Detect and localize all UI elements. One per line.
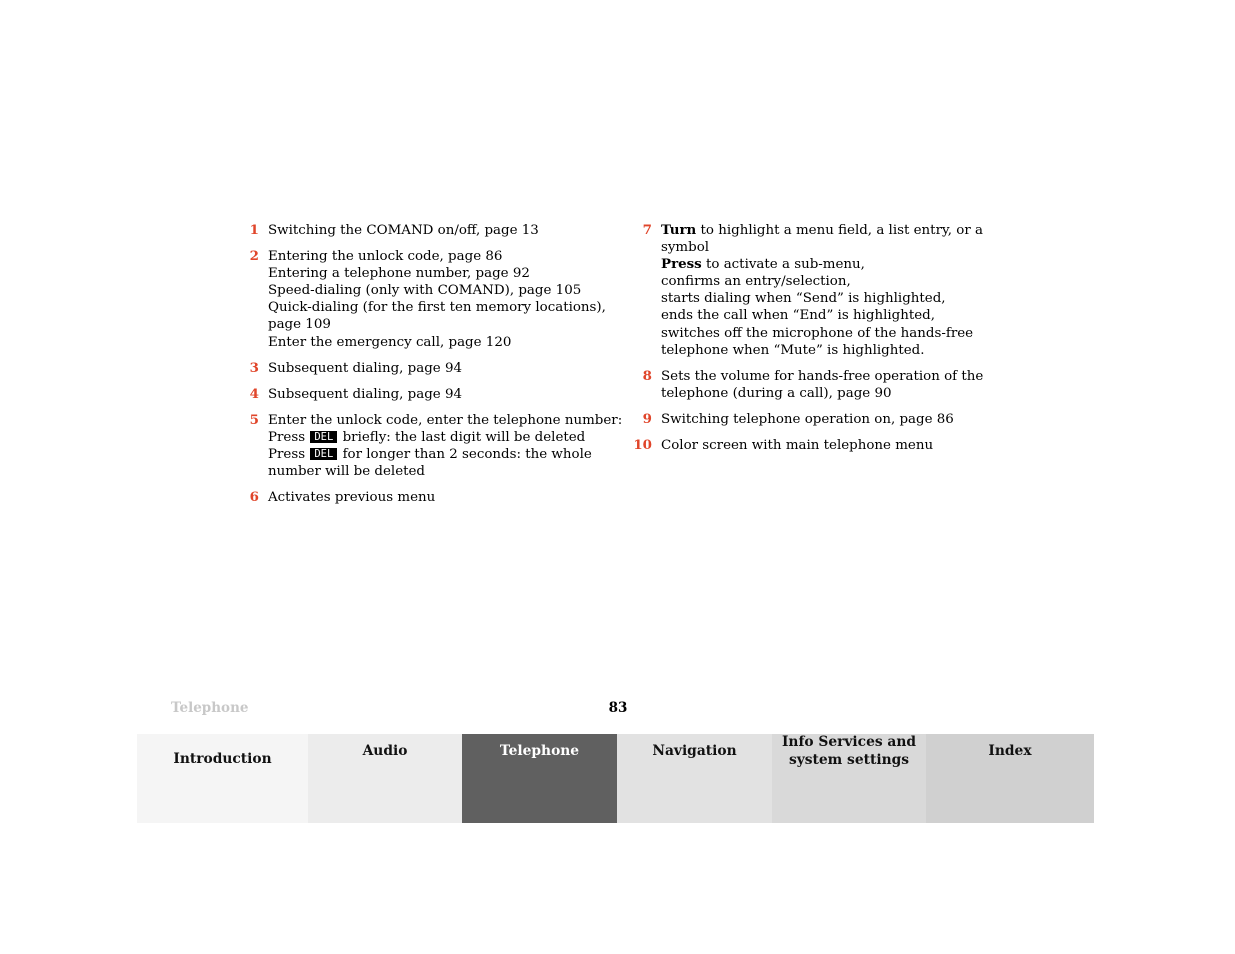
page-number: 83 — [608, 700, 628, 716]
legend-text: Activates previous menu — [268, 490, 436, 506]
legend-number: 6 — [249, 489, 259, 506]
legend-item-8 — [633, 368, 1013, 402]
legend-text: Sets the volume for hands-free operation of the — [661, 368, 984, 384]
nav-tab-label: Navigation — [652, 743, 737, 759]
section-nav-bar — [137, 734, 1094, 823]
press-line — [661, 256, 1013, 273]
legend-item-5 — [240, 411, 623, 480]
press-word: Press — [268, 429, 306, 445]
legend-text: telephone (during a call), page 90 — [661, 385, 892, 401]
legend-text: symbol — [661, 240, 710, 256]
legend-text: Enter the emergency call, page 120 — [268, 334, 512, 350]
nav-tab-label: system settings — [788, 752, 910, 768]
legend-text: Subsequent dialing, page 94 — [268, 360, 463, 376]
nav-tab-info-services[interactable] — [772, 734, 926, 823]
legend-text: Speed-dialing (only with COMAND), page 105 — [268, 283, 582, 299]
nav-tab-label: Info Services and — [781, 734, 917, 750]
legend-text: number will be deleted — [268, 464, 425, 480]
legend-text: to activate a sub-menu, — [706, 257, 865, 273]
press-word: Press — [268, 447, 306, 463]
nav-tab-label: Index — [988, 743, 1032, 759]
legend-text: Entering a telephone number, page 92 — [268, 266, 530, 282]
legend-text: briefly: the last digit will be deleted — [342, 429, 586, 445]
legend-text: Switching telephone operation on, page 86 — [661, 411, 954, 427]
legend-text: confirms an entry/selection, — [661, 274, 851, 290]
right-legend-column — [633, 222, 1013, 463]
legend-item-7 — [633, 222, 1013, 359]
legend-number: 8 — [642, 367, 652, 384]
legend-number: 10 — [633, 437, 652, 454]
nav-tab-introduction[interactable] — [137, 734, 308, 823]
nav-tab-label: Telephone — [499, 743, 580, 759]
legend-text: Quick-dialing (for the first ten memory locations), — [268, 300, 606, 316]
del-key-icon: DEL — [310, 431, 337, 443]
legend-item-3 — [240, 360, 620, 377]
nav-tab-label: Audio — [362, 743, 408, 759]
legend-text: Color screen with main telephone menu — [661, 438, 934, 454]
turn-label: Turn — [661, 222, 697, 238]
nav-tab-index[interactable] — [926, 734, 1094, 823]
legend-text: starts dialing when “Send” is highlighted, — [661, 291, 946, 307]
del-key-icon: DEL — [310, 448, 337, 460]
press-label: Press — [661, 256, 702, 273]
del-long-press-line — [268, 446, 620, 463]
nav-tab-navigation[interactable] — [617, 734, 772, 823]
legend-text: Switching the COMAND on/off, page 13 — [268, 223, 539, 238]
legend-item-4 — [240, 386, 620, 403]
legend-number: 4 — [249, 385, 259, 402]
footer-section-label: Telephone — [171, 700, 249, 716]
legend-number: 9 — [642, 410, 652, 427]
legend-item-9 — [633, 411, 1013, 428]
legend-text: page 109 — [268, 317, 331, 333]
nav-tab-label: Introduction — [173, 751, 272, 767]
legend-text: telephone when “Mute” is highlighted. — [661, 342, 925, 358]
legend-text: to highlight a menu field, a list entry, or a — [700, 223, 983, 238]
legend-item-10 — [633, 437, 1013, 454]
turn-line — [661, 222, 1013, 239]
legend-number: 2 — [249, 248, 259, 265]
del-short-press-line — [268, 429, 620, 446]
legend-text: switches off the microphone of the hands-free — [661, 325, 974, 341]
legend-number: 5 — [249, 411, 259, 428]
legend-number: 3 — [249, 359, 259, 376]
nav-tab-telephone[interactable] — [462, 734, 617, 823]
legend-text: Entering the unlock code, page 86 — [268, 249, 503, 265]
left-legend-column — [240, 222, 623, 515]
legend-text: ends the call when “End” is highlighted, — [661, 308, 935, 324]
legend-item-2 — [240, 248, 620, 351]
legend-text: Enter the unlock code, enter the telephone number: — [268, 412, 623, 428]
nav-tab-audio[interactable] — [308, 734, 462, 823]
legend-number: 7 — [642, 222, 652, 238]
legend-number: 1 — [249, 222, 259, 238]
legend-item-6 — [240, 489, 620, 506]
legend-item-1 — [240, 222, 620, 239]
legend-text: for longer than 2 seconds: the whole — [342, 447, 592, 463]
legend-text: Subsequent dialing, page 94 — [268, 386, 463, 402]
